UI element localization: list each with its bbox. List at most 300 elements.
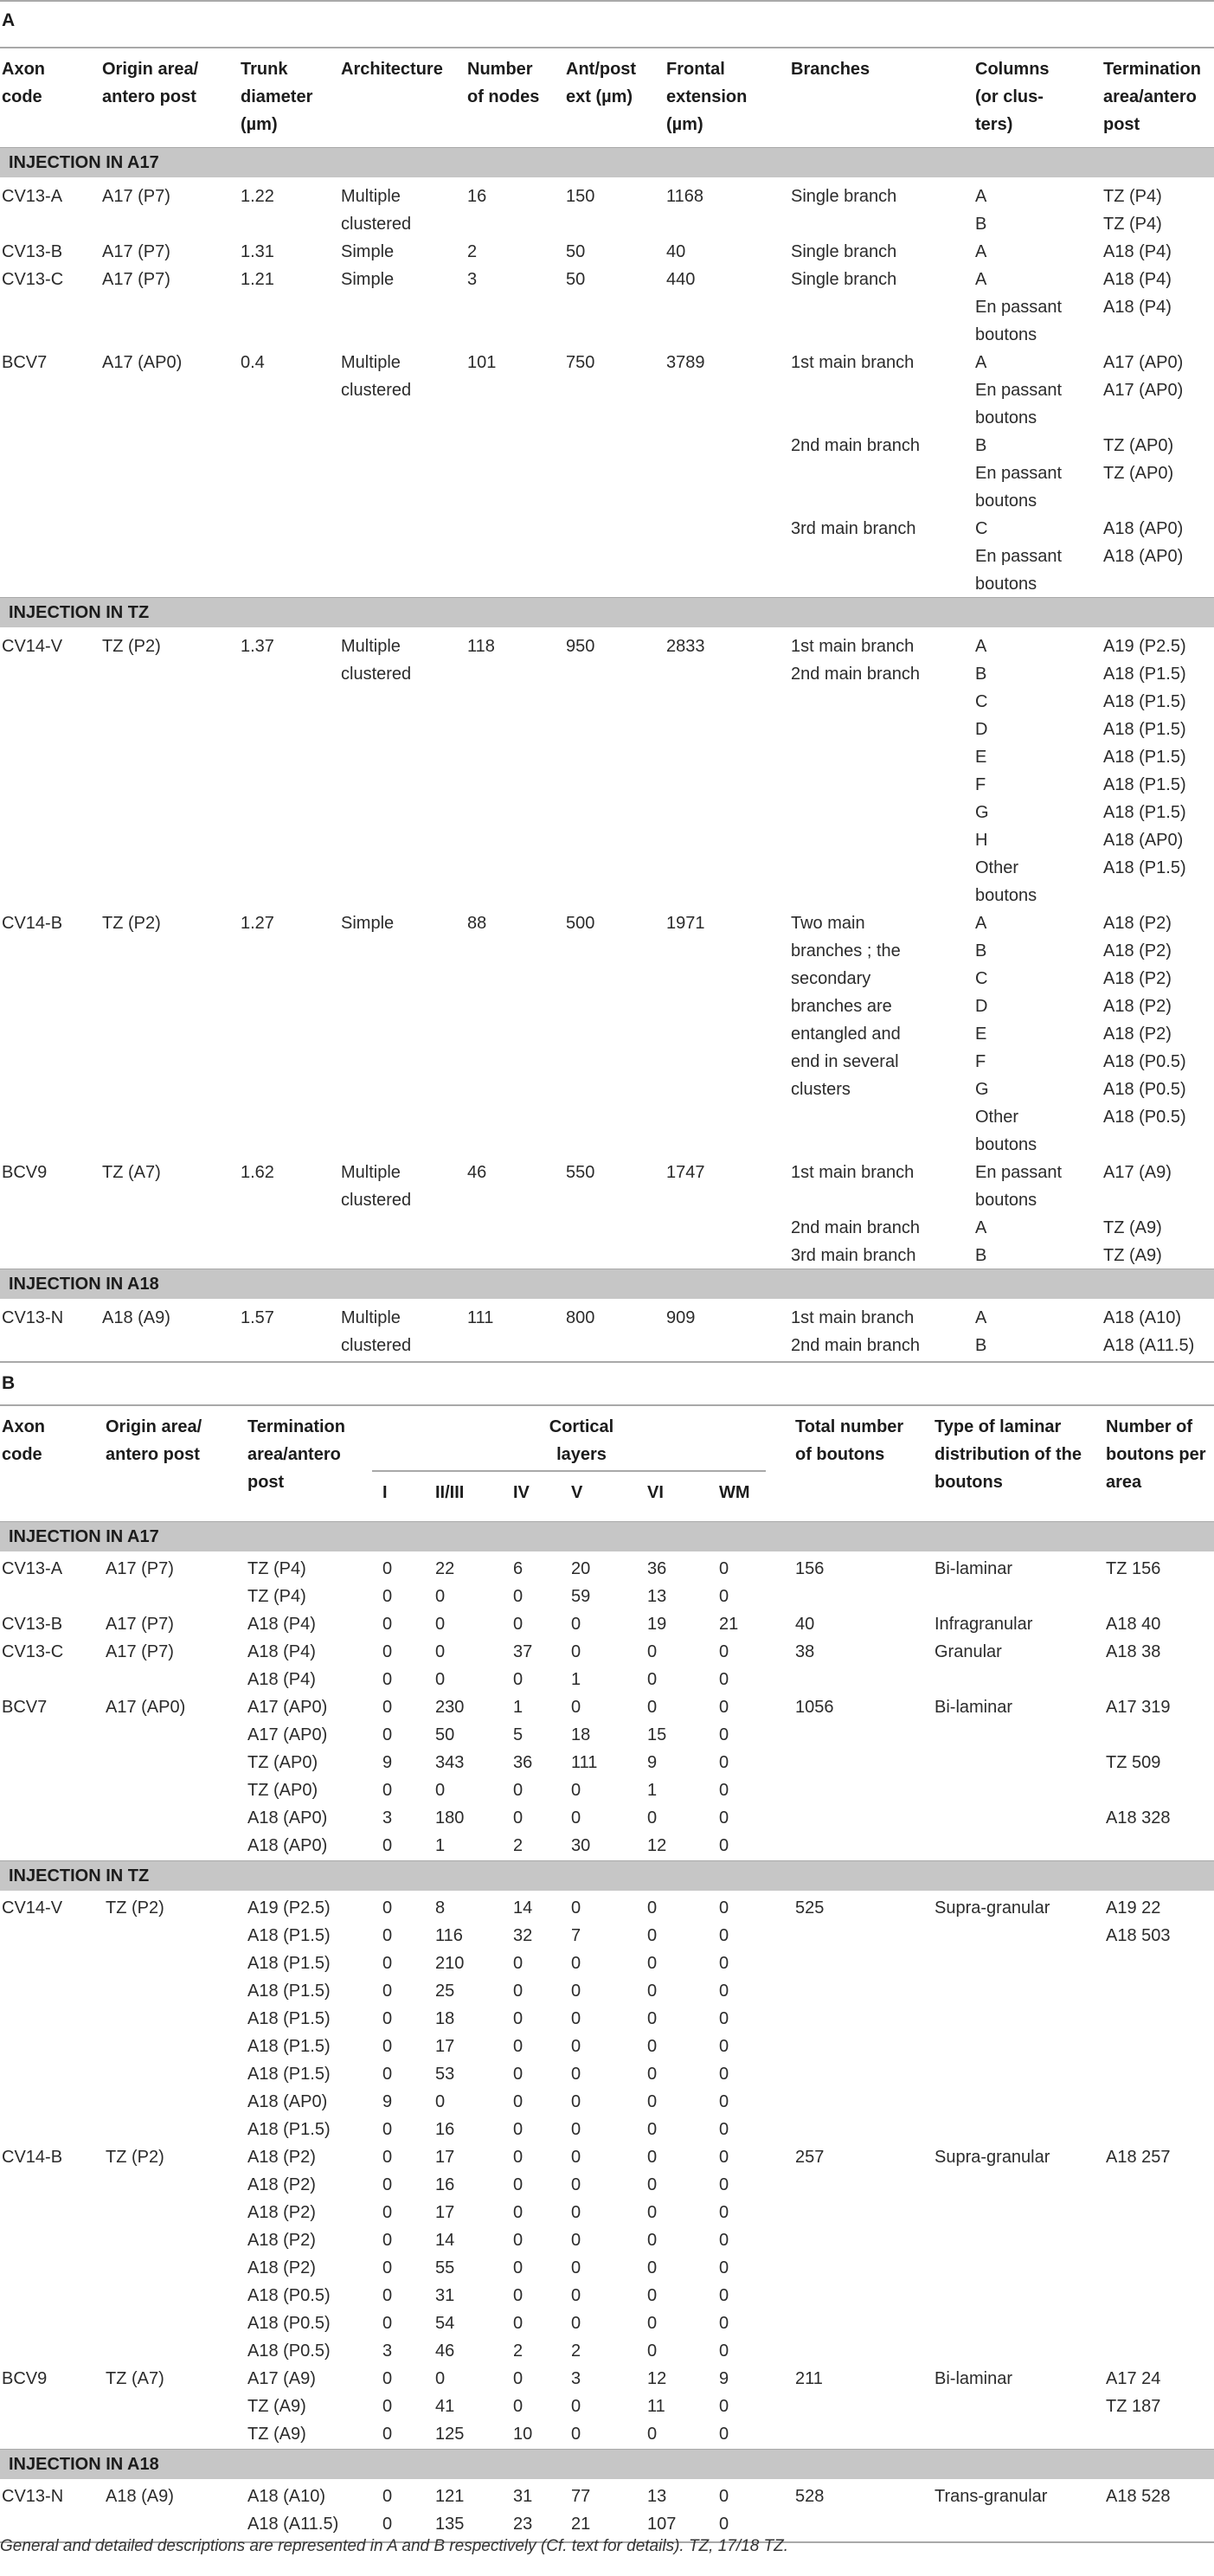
axon-code: BCV9 xyxy=(2,1163,48,1182)
trunk-diameter: 1.57 xyxy=(241,1308,274,1327)
layer-bouton-count: 0 xyxy=(719,2425,729,2444)
layer-bouton-count: 0 xyxy=(571,1982,581,2001)
group-title: INJECTION IN TZ xyxy=(9,1866,150,1885)
layer-bouton-count: 0 xyxy=(647,2009,658,2028)
column-header-per-area: Number of boutons per area xyxy=(1106,1417,1206,1492)
layer-bouton-count: 0 xyxy=(435,1670,446,1689)
total-boutons: 528 xyxy=(795,2487,825,2506)
layer-bouton-count: 0 xyxy=(382,2286,393,2305)
trunk-diameter: 1.31 xyxy=(241,242,274,261)
layer-bouton-count: 0 xyxy=(719,1753,729,1772)
layer-bouton-count: 0 xyxy=(647,2092,658,2111)
termination-area: A18 (AP0) xyxy=(247,1808,328,1828)
termination-area: A18 (AP0) xyxy=(1103,831,1184,850)
column-cluster: E xyxy=(975,1025,987,1044)
layer-bouton-count: 0 xyxy=(513,2120,523,2139)
termination-area: TZ (A9) xyxy=(1103,1246,1162,1265)
layer-bouton-count: 0 xyxy=(719,2092,729,2111)
layer-bouton-count: 9 xyxy=(382,2092,393,2111)
termination-area: A18 (P4) xyxy=(247,1615,316,1634)
layer-bouton-count: 0 xyxy=(382,2425,393,2444)
number-of-nodes: 46 xyxy=(467,1163,487,1182)
column-cluster: F xyxy=(975,775,986,794)
layer-bouton-count: 3 xyxy=(382,1808,393,1828)
layer-bouton-count: 0 xyxy=(647,2148,658,2167)
layer-bouton-count: 0 xyxy=(382,1781,393,1800)
branch-label: 2nd main branch xyxy=(791,1336,920,1355)
section-a-header-rule xyxy=(0,47,1214,48)
layer-bouton-count: 30 xyxy=(571,1836,591,1855)
column-cluster: H xyxy=(975,831,988,850)
layer-bouton-count: 0 xyxy=(571,2175,581,2194)
frontal-extension: 1971 xyxy=(666,914,705,933)
termination-area: A18 (P0.5) xyxy=(247,2286,331,2305)
layer-bouton-count: 31 xyxy=(513,2487,533,2506)
column-cluster: F xyxy=(975,1052,986,1071)
column-cluster: A xyxy=(975,637,987,656)
layer-bouton-count: 0 xyxy=(647,2314,658,2333)
group-band xyxy=(0,1269,1214,1299)
termination-area: TZ (AP0) xyxy=(1103,464,1174,483)
column-cluster: Other boutons xyxy=(975,1108,1037,1154)
layer-bouton-count: 1 xyxy=(647,1781,658,1800)
column-header-antpost: Ant/post ext (µm) xyxy=(566,60,637,106)
boutons-per-area: A18 503 xyxy=(1106,1926,1171,1945)
layer-bouton-count: 0 xyxy=(513,2314,523,2333)
termination-area: TZ (P4) xyxy=(247,1587,306,1606)
branch-label: 1st main branch xyxy=(791,637,915,656)
layer-bouton-count: 0 xyxy=(719,2148,729,2167)
layer-bouton-count: 0 xyxy=(513,1781,523,1800)
termination-area: A18 (P2) xyxy=(247,2231,316,2250)
column-cluster: En passant boutons xyxy=(975,298,1063,344)
number-of-nodes: 118 xyxy=(467,637,495,656)
layer-bouton-count: 7 xyxy=(571,1926,581,1945)
axon-code: CV13-B xyxy=(2,1615,63,1634)
laminar-distribution-type: Bi-laminar xyxy=(935,1698,1013,1717)
termination-area: A18 (P1.5) xyxy=(247,1954,331,1973)
layer-bouton-count: 0 xyxy=(382,2203,393,2222)
layer-bouton-count: 0 xyxy=(435,2092,446,2111)
top-rule xyxy=(0,0,1214,2)
column-cluster: A xyxy=(975,1218,987,1237)
layer-bouton-count: 0 xyxy=(719,1836,729,1855)
layer-bouton-count: 0 xyxy=(647,2037,658,2056)
axon-code: CV14-V xyxy=(2,1898,63,1918)
termination-area: A18 (P2) xyxy=(1103,969,1172,988)
layer-bouton-count: 0 xyxy=(382,1836,393,1855)
termination-area: A18 (P2) xyxy=(247,2175,316,2194)
layer-bouton-count: 0 xyxy=(382,2120,393,2139)
termination-area: A17 (AP0) xyxy=(247,1725,328,1744)
layer-bouton-count: 5 xyxy=(513,1725,523,1744)
termination-area: A18 (P1.5) xyxy=(247,2009,331,2028)
termination-area: A18 (P1.5) xyxy=(247,2065,331,2084)
axon-code: CV13-N xyxy=(2,1308,64,1327)
layer-bouton-count: 0 xyxy=(382,2175,393,2194)
antpost-extension: 750 xyxy=(566,353,595,372)
termination-area: A19 (P2.5) xyxy=(1103,637,1186,656)
layer-bouton-count: 54 xyxy=(435,2314,455,2333)
layer-bouton-count: 0 xyxy=(382,2009,393,2028)
total-boutons: 211 xyxy=(795,2369,823,2388)
layer-bouton-count: 0 xyxy=(719,2515,729,2534)
termination-area: A18 (P4) xyxy=(1103,270,1172,289)
antpost-extension: 550 xyxy=(566,1163,595,1182)
layer-bouton-count: 0 xyxy=(719,2120,729,2139)
layer-bouton-count: 11 xyxy=(647,2397,665,2416)
layer-bouton-count: 13 xyxy=(647,1587,667,1606)
column-cluster: B xyxy=(975,941,987,960)
axon-code: CV13-A xyxy=(2,1559,63,1578)
layer-bouton-count: 21 xyxy=(719,1615,739,1634)
column-header-axon-code: Axon code xyxy=(2,60,45,106)
trunk-diameter: 1.21 xyxy=(241,270,274,289)
layer-bouton-count: 0 xyxy=(719,2203,729,2222)
layer-bouton-count: 0 xyxy=(571,2092,581,2111)
layer-bouton-count: 0 xyxy=(382,2397,393,2416)
layer-header: II/III xyxy=(435,1483,465,1502)
origin-area: A17 (P7) xyxy=(102,242,170,261)
group-title: INJECTION IN A18 xyxy=(9,2455,159,2474)
layer-bouton-count: 0 xyxy=(382,1698,393,1717)
termination-area: A18 (AP0) xyxy=(1103,519,1184,538)
layer-bouton-count: 0 xyxy=(647,2065,658,2084)
total-boutons: 38 xyxy=(795,1642,815,1661)
layer-bouton-count: 0 xyxy=(571,2065,581,2084)
group-title: INJECTION IN A17 xyxy=(9,153,159,172)
column-cluster: En passant boutons xyxy=(975,1163,1063,1210)
axon-code: CV14-B xyxy=(2,914,63,933)
termination-area: A18 (P1.5) xyxy=(1103,803,1186,822)
layer-bouton-count: 0 xyxy=(382,1926,393,1945)
axon-code: BCV7 xyxy=(2,353,48,372)
termination-area: A17 (AP0) xyxy=(247,1698,328,1717)
layer-bouton-count: 77 xyxy=(571,2487,591,2506)
termination-area: A18 (P0.5) xyxy=(247,2314,331,2333)
group-band xyxy=(0,148,1214,177)
number-of-nodes: 3 xyxy=(467,270,478,289)
layer-bouton-count: 0 xyxy=(719,1698,729,1717)
origin-area: A17 (P7) xyxy=(106,1559,174,1578)
layer-bouton-count: 0 xyxy=(513,1954,523,1973)
layer-bouton-count: 0 xyxy=(571,1954,581,1973)
total-boutons: 257 xyxy=(795,2148,825,2167)
termination-area: A18 (P1.5) xyxy=(1103,748,1186,767)
termination-area: TZ (AP0) xyxy=(247,1753,318,1772)
layer-bouton-count: 17 xyxy=(435,2203,455,2222)
origin-area: TZ (P2) xyxy=(102,914,161,933)
column-cluster: B xyxy=(975,1336,987,1355)
termination-area: A18 (P4) xyxy=(1103,298,1172,317)
layer-bouton-count: 0 xyxy=(719,2231,729,2250)
antpost-extension: 500 xyxy=(566,914,595,933)
layer-bouton-count: 0 xyxy=(513,2286,523,2305)
layer-bouton-count: 18 xyxy=(435,2009,455,2028)
termination-area: A18 (A10) xyxy=(247,2487,326,2506)
architecture: Multiple clustered xyxy=(341,637,412,684)
layer-bouton-count: 55 xyxy=(435,2258,455,2277)
layer-bouton-count: 0 xyxy=(647,1808,658,1828)
column-cluster: En passant boutons xyxy=(975,381,1063,427)
column-cluster: En passant boutons xyxy=(975,547,1063,594)
group-band xyxy=(0,1861,1214,1891)
layer-bouton-count: 0 xyxy=(382,2369,393,2388)
layer-bouton-count: 9 xyxy=(382,1753,393,1772)
layer-bouton-count: 50 xyxy=(435,1725,455,1744)
layer-bouton-count: 0 xyxy=(571,2286,581,2305)
branch-label: 3rd main branch xyxy=(791,1246,916,1265)
layer-bouton-count: 15 xyxy=(647,1725,667,1744)
branch-label: 1st main branch xyxy=(791,1163,915,1182)
termination-area: A18 (P0.5) xyxy=(1103,1108,1186,1127)
layer-bouton-count: 0 xyxy=(647,2286,658,2305)
column-cluster: D xyxy=(975,720,988,739)
layer-bouton-count: 0 xyxy=(571,2314,581,2333)
axon-code: CV13-A xyxy=(2,187,63,206)
boutons-per-area: A18 328 xyxy=(1106,1808,1171,1828)
column-header-columns: Columns (or clus- ters) xyxy=(975,60,1050,134)
column-header-total: Total number of boutons xyxy=(795,1417,904,1464)
column-cluster: A xyxy=(975,1308,987,1327)
termination-area: A18 (P2) xyxy=(1103,941,1172,960)
layer-bouton-count: 0 xyxy=(382,1587,393,1606)
termination-area: A18 (AP0) xyxy=(247,1836,328,1855)
termination-area: A18 (P1.5) xyxy=(247,2037,331,2056)
termination-area: A18 (P4) xyxy=(1103,242,1172,261)
column-cluster: En passant boutons xyxy=(975,464,1063,511)
layer-bouton-count: 0 xyxy=(382,1559,393,1578)
layer-bouton-count: 22 xyxy=(435,1559,455,1578)
layer-bouton-count: 9 xyxy=(647,1753,658,1772)
layer-bouton-count: 21 xyxy=(571,2515,591,2534)
axon-code: CV13-C xyxy=(2,1642,64,1661)
column-cluster: Other boutons xyxy=(975,858,1037,905)
layer-bouton-count: 0 xyxy=(382,1670,393,1689)
column-cluster: G xyxy=(975,803,989,822)
column-cluster: D xyxy=(975,997,988,1016)
branch-label: Two main branches ; the secondary branches are entangled and end in several clusters xyxy=(791,914,901,1099)
layer-bouton-count: 0 xyxy=(571,2425,581,2444)
column-cluster: B xyxy=(975,215,987,234)
architecture: Multiple clustered xyxy=(341,187,412,234)
layer-header: IV xyxy=(513,1483,530,1502)
layer-bouton-count: 0 xyxy=(571,1898,581,1918)
column-cluster: A xyxy=(975,242,987,261)
layer-bouton-count: 17 xyxy=(435,2037,455,2056)
layer-bouton-count: 0 xyxy=(719,1781,729,1800)
layer-bouton-count: 0 xyxy=(719,2286,729,2305)
layer-bouton-count: 14 xyxy=(513,1898,533,1918)
termination-area: A18 (P4) xyxy=(247,1670,316,1689)
frontal-extension: 1747 xyxy=(666,1163,705,1182)
layer-bouton-count: 1 xyxy=(571,1670,581,1689)
layer-bouton-count: 9 xyxy=(719,2369,729,2388)
laminar-distribution-type: Bi-laminar xyxy=(935,2369,1013,2388)
layer-bouton-count: 0 xyxy=(513,2092,523,2111)
boutons-per-area: A17 319 xyxy=(1106,1698,1171,1717)
column-cluster: B xyxy=(975,1246,987,1265)
boutons-per-area: A18 38 xyxy=(1106,1642,1161,1661)
layer-bouton-count: 0 xyxy=(513,2258,523,2277)
layer-bouton-count: 0 xyxy=(647,1698,658,1717)
laminar-distribution-type: Supra-granular xyxy=(935,1898,1050,1918)
layer-bouton-count: 0 xyxy=(382,2065,393,2084)
cortical-layers-rule xyxy=(372,1470,766,1472)
layer-bouton-count: 0 xyxy=(719,1670,729,1689)
group-band xyxy=(0,1522,1214,1551)
axon-code: CV14-B xyxy=(2,2148,63,2167)
column-header-axon-code: Axon code xyxy=(2,1417,45,1464)
layer-bouton-count: 0 xyxy=(647,2175,658,2194)
layer-bouton-count: 125 xyxy=(435,2425,465,2444)
layer-bouton-count: 0 xyxy=(719,2258,729,2277)
layer-bouton-count: 18 xyxy=(571,1725,591,1744)
branch-label: 2nd main branch xyxy=(791,436,920,455)
layer-bouton-count: 16 xyxy=(435,2175,455,2194)
layer-bouton-count: 0 xyxy=(571,1808,581,1828)
layer-bouton-count: 23 xyxy=(513,2515,533,2534)
layer-bouton-count: 0 xyxy=(571,2148,581,2167)
origin-area: A18 (A9) xyxy=(106,2487,174,2506)
layer-bouton-count: 0 xyxy=(382,2487,393,2506)
section-a-label: A xyxy=(2,10,16,30)
layer-bouton-count: 46 xyxy=(435,2342,455,2361)
layer-bouton-count: 41 xyxy=(435,2397,455,2416)
termination-area: A18 (P1.5) xyxy=(1103,665,1186,684)
layer-bouton-count: 0 xyxy=(435,1615,446,1634)
axon-code: CV13-B xyxy=(2,242,63,261)
branch-label: Single branch xyxy=(791,187,897,206)
layer-bouton-count: 0 xyxy=(719,1725,729,1744)
termination-area: A17 (A9) xyxy=(1103,1163,1172,1182)
boutons-per-area: A19 22 xyxy=(1106,1898,1161,1918)
layer-bouton-count: 0 xyxy=(513,1982,523,2001)
layer-bouton-count: 0 xyxy=(513,1808,523,1828)
total-boutons: 40 xyxy=(795,1615,815,1634)
axon-code: CV13-N xyxy=(2,2487,64,2506)
layer-bouton-count: 0 xyxy=(719,2037,729,2056)
layer-bouton-count: 1 xyxy=(513,1698,523,1717)
column-cluster: A xyxy=(975,187,987,206)
layer-bouton-count: 10 xyxy=(513,2425,533,2444)
boutons-per-area: TZ 187 xyxy=(1106,2397,1161,2416)
layer-bouton-count: 0 xyxy=(571,2231,581,2250)
laminar-distribution-type: Supra-granular xyxy=(935,2148,1050,2167)
column-cluster: A xyxy=(975,270,987,289)
boutons-per-area: A17 24 xyxy=(1106,2369,1161,2388)
termination-area: TZ (P4) xyxy=(247,1559,306,1578)
total-boutons: 525 xyxy=(795,1898,825,1918)
column-cluster: G xyxy=(975,1080,989,1099)
group-title: INJECTION IN TZ xyxy=(9,603,150,622)
layer-header: VI xyxy=(647,1483,664,1502)
laminar-distribution-type: Infragranular xyxy=(935,1615,1033,1634)
layer-bouton-count: 0 xyxy=(571,1642,581,1661)
architecture: Multiple clustered xyxy=(341,1163,412,1210)
frontal-extension: 440 xyxy=(666,270,696,289)
layer-bouton-count: 0 xyxy=(382,2258,393,2277)
axon-code: CV13-C xyxy=(2,270,64,289)
layer-bouton-count: 0 xyxy=(647,2231,658,2250)
total-boutons: 156 xyxy=(795,1559,825,1578)
column-header-architecture: Architecture xyxy=(341,60,443,79)
termination-area: A18 (AP0) xyxy=(1103,547,1184,566)
layer-bouton-count: 2 xyxy=(513,1836,523,1855)
layer-bouton-count: 0 xyxy=(647,1642,658,1661)
layer-bouton-count: 0 xyxy=(382,1982,393,2001)
layer-bouton-count: 17 xyxy=(435,2148,455,2167)
layer-bouton-count: 0 xyxy=(571,2009,581,2028)
layer-bouton-count: 0 xyxy=(719,1898,729,1918)
layer-bouton-count: 0 xyxy=(571,1615,581,1634)
termination-area: A18 (P1.5) xyxy=(247,2120,331,2139)
frontal-extension: 909 xyxy=(666,1308,696,1327)
layer-bouton-count: 0 xyxy=(513,1615,523,1634)
trunk-diameter: 1.37 xyxy=(241,637,274,656)
termination-area: TZ (A9) xyxy=(247,2397,306,2416)
branch-label: 2nd main branch xyxy=(791,665,920,684)
layer-bouton-count: 0 xyxy=(382,2515,393,2534)
layer-bouton-count: 0 xyxy=(719,1559,729,1578)
layer-bouton-count: 0 xyxy=(382,2231,393,2250)
layer-bouton-count: 0 xyxy=(513,2397,523,2416)
table-footnote: General and detailed descriptions are represented in A and B respectively (Cf. text for details). TZ, 17/18 TZ. xyxy=(0,2537,789,2555)
axon-code: BCV7 xyxy=(2,1698,48,1717)
layer-bouton-count: 0 xyxy=(382,2037,393,2056)
layer-header: V xyxy=(571,1483,583,1502)
laminar-distribution-type: Granular xyxy=(935,1642,1002,1661)
termination-area: A18 (P2) xyxy=(1103,997,1172,1016)
layer-bouton-count: 0 xyxy=(513,2148,523,2167)
branch-label: 3rd main branch xyxy=(791,519,916,538)
layer-bouton-count: 0 xyxy=(382,2148,393,2167)
column-cluster: C xyxy=(975,692,988,711)
layer-bouton-count: 210 xyxy=(435,1954,465,1973)
layer-bouton-count: 0 xyxy=(435,1587,446,1606)
number-of-nodes: 111 xyxy=(467,1308,494,1327)
origin-area: A17 (P7) xyxy=(106,1642,174,1661)
layer-bouton-count: 111 xyxy=(571,1753,598,1772)
layer-bouton-count: 14 xyxy=(435,2231,455,2250)
antpost-extension: 150 xyxy=(566,187,595,206)
column-header-cortical-layers: Cortical layers xyxy=(549,1417,614,1464)
branch-label: 1st main branch xyxy=(791,1308,915,1327)
origin-area: A17 (P7) xyxy=(102,187,170,206)
layer-bouton-count: 0 xyxy=(571,2037,581,2056)
antpost-extension: 50 xyxy=(566,242,586,261)
architecture: Multiple clustered xyxy=(341,353,412,400)
termination-area: TZ (AP0) xyxy=(1103,436,1174,455)
origin-area: TZ (P2) xyxy=(106,2148,164,2167)
origin-area: TZ (A7) xyxy=(106,2369,164,2388)
column-header-origin: Origin area/ antero post xyxy=(102,60,199,106)
layer-bouton-count: 0 xyxy=(571,2397,581,2416)
layer-bouton-count: 0 xyxy=(513,2175,523,2194)
termination-area: A18 (P2) xyxy=(247,2148,316,2167)
layer-bouton-count: 37 xyxy=(513,1642,533,1661)
origin-area: TZ (P2) xyxy=(102,637,161,656)
column-cluster: A xyxy=(975,353,987,372)
layer-bouton-count: 0 xyxy=(435,2369,446,2388)
layer-bouton-count: 0 xyxy=(435,1642,446,1661)
termination-area: A18 (P1.5) xyxy=(247,1926,331,1945)
number-of-nodes: 88 xyxy=(467,914,487,933)
layer-bouton-count: 0 xyxy=(382,1642,393,1661)
layer-bouton-count: 0 xyxy=(571,2203,581,2222)
layer-bouton-count: 0 xyxy=(435,1781,446,1800)
termination-area: TZ (AP0) xyxy=(247,1781,318,1800)
